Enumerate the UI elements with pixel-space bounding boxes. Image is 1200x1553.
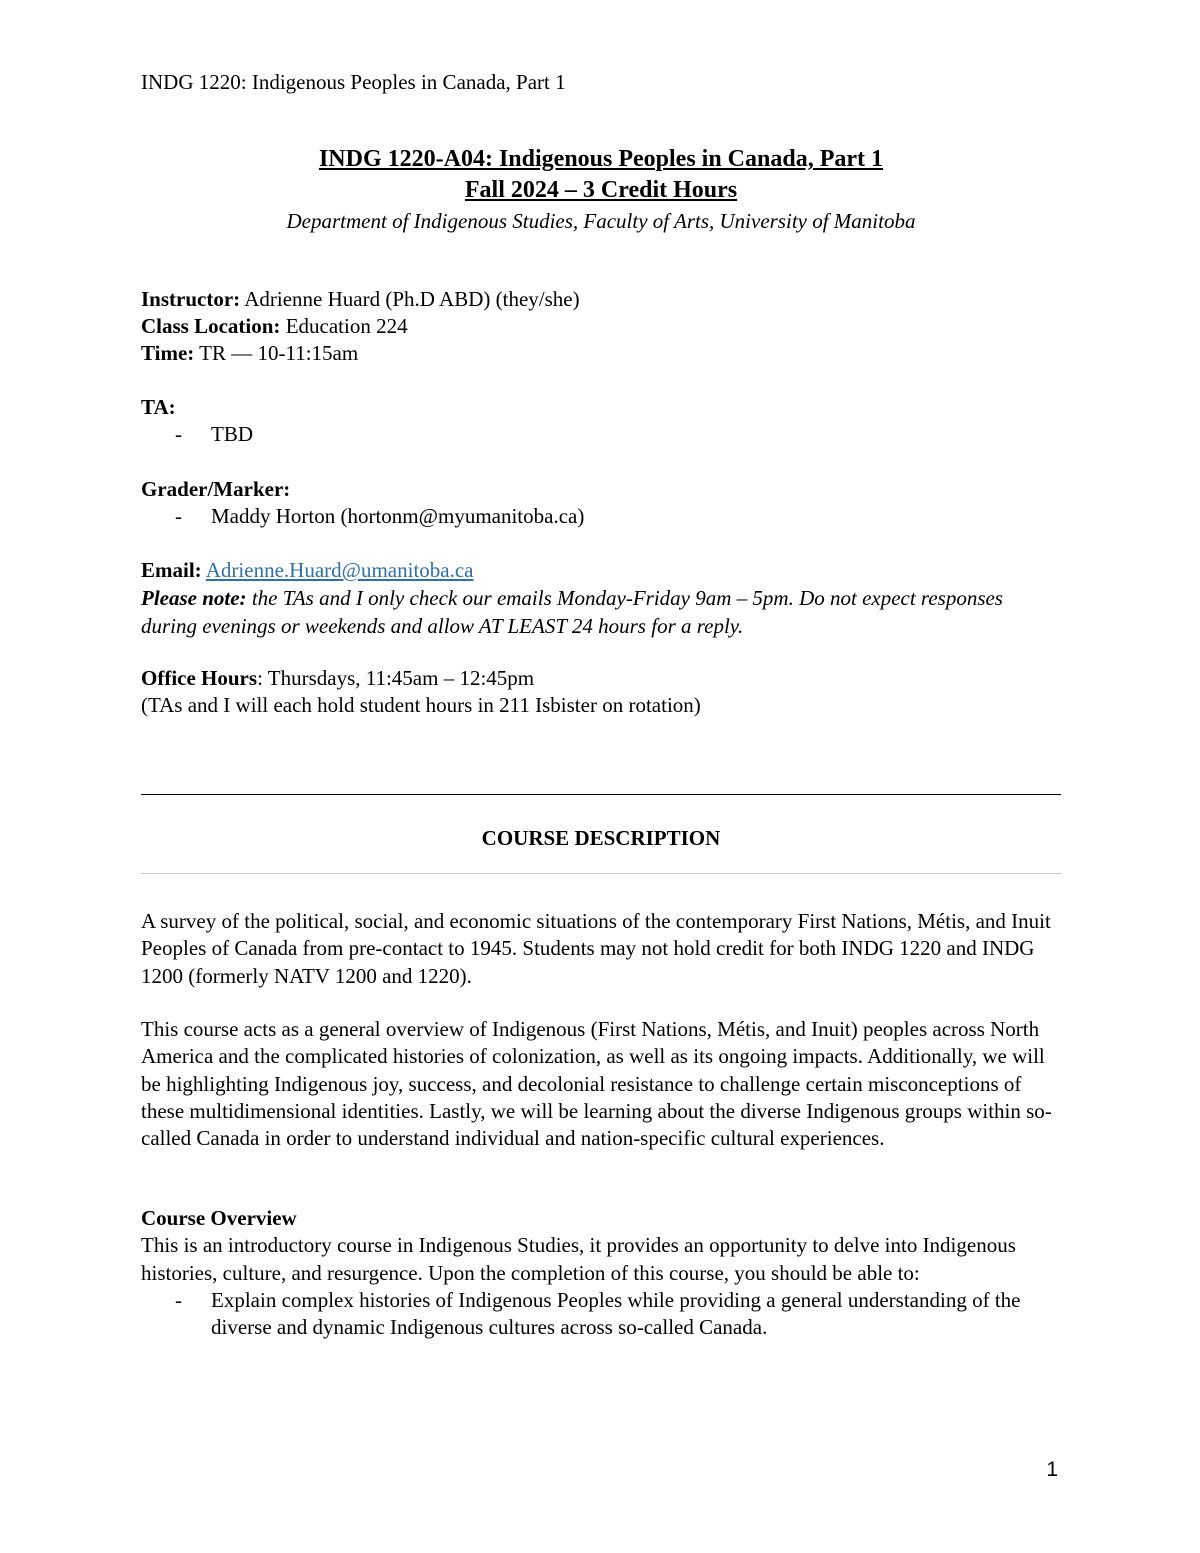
- instructor-line: Instructor: Adrienne Huard (Ph.D ABD) (they/she): [141, 287, 580, 311]
- ta-block: [141, 394, 1061, 448]
- running-header: INDG 1220: Indigenous Peoples in Canada, Part 1: [141, 70, 566, 94]
- email-note: Please note: the TAs and I only check our emails Monday-Friday 9am – 5pm. Do not expect responses during evenings or weekends and allow AT LEAST 24 hours for a reply.: [141, 586, 1003, 638]
- grader-list-item: - Maddy Horton (hortonm@myumanitoba.ca): [175, 504, 585, 528]
- department-line: Department of Indigenous Studies, Faculty of Arts, University of Manitoba: [286, 209, 916, 233]
- term-credit-line: Fall 2024 – 3 Credit Hours: [464, 177, 738, 203]
- section-heading: COURSE DESCRIPTION: [481, 826, 721, 850]
- grader-label: Grader/Marker:: [141, 477, 291, 501]
- grader-block: [141, 476, 1061, 530]
- ta-list-item: - TBD: [175, 422, 253, 446]
- description-paragraph-2: This course acts as a general overview of Indigenous (First Nations, Métis, and Inuit) peoples across North America and the complicated histories of colonization, as well as its ongoing impacts. Additionally, we will be highlighting Indigenous joy, success, and decolonial resistance to challenge certain misconceptions of these multidimensional identities. Lastly, we will be learning about the diverse Indigenous groups within so-called Canada in order to understand individual and nation-specific cultural experiences.: [141, 1017, 1052, 1151]
- email-link[interactable]: Adrienne.Huard@umanitoba.ca: [205, 558, 474, 582]
- course-title: INDG 1220-A04: Indigenous Peoples in Canada, Part 1: [318, 146, 884, 172]
- heading-underline: [141, 873, 1061, 874]
- overview-heading: Course Overview: [141, 1206, 297, 1230]
- instructor-block: [141, 286, 1061, 367]
- time-line: Time: TR — 10-11:15am: [141, 341, 359, 365]
- objective-list-item: - Explain complex histories of Indigenous Peoples while providing a general understanding of the diverse and dynamic Indigenous cultures across so-called Canada.: [175, 1287, 1021, 1340]
- class-location-line: Class Location: Education 224: [141, 314, 408, 338]
- title-block: [141, 144, 1061, 236]
- email-line: Email: Adrienne.Huard@umanitoba.ca: [141, 558, 474, 582]
- office-hours-block: [141, 665, 1061, 719]
- dash-bullet: -: [175, 504, 182, 528]
- course-overview: [141, 1205, 1061, 1341]
- section-divider: [141, 794, 1061, 795]
- dash-bullet: -: [175, 422, 182, 446]
- office-hours-line: Office Hours: Thursdays, 11:45am – 12:45pm: [141, 666, 535, 690]
- description-paragraph-1: A survey of the political, social, and economic situations of the contemporary First Nations, Métis, and Inuit Peoples of Canada from pre-contact to 1945. Students may not hold credit for both INDG 1220 and INDG 1200 (formerly NATV 1200 and 1220).: [141, 909, 1051, 988]
- ta-label: TA:: [141, 395, 176, 419]
- office-hours-note: (TAs and I will each hold student hours in 211 Isbister on rotation): [141, 693, 701, 717]
- email-block: [141, 556, 1061, 640]
- dash-bullet: -: [175, 1287, 182, 1312]
- page-number: 1: [1046, 1458, 1058, 1481]
- overview-text: This is an introductory course in Indigenous Studies, it provides an opportunity to delve into Indigenous histories, culture, and resurgence. Upon the completion of this course, you should be able to:: [141, 1233, 1016, 1285]
